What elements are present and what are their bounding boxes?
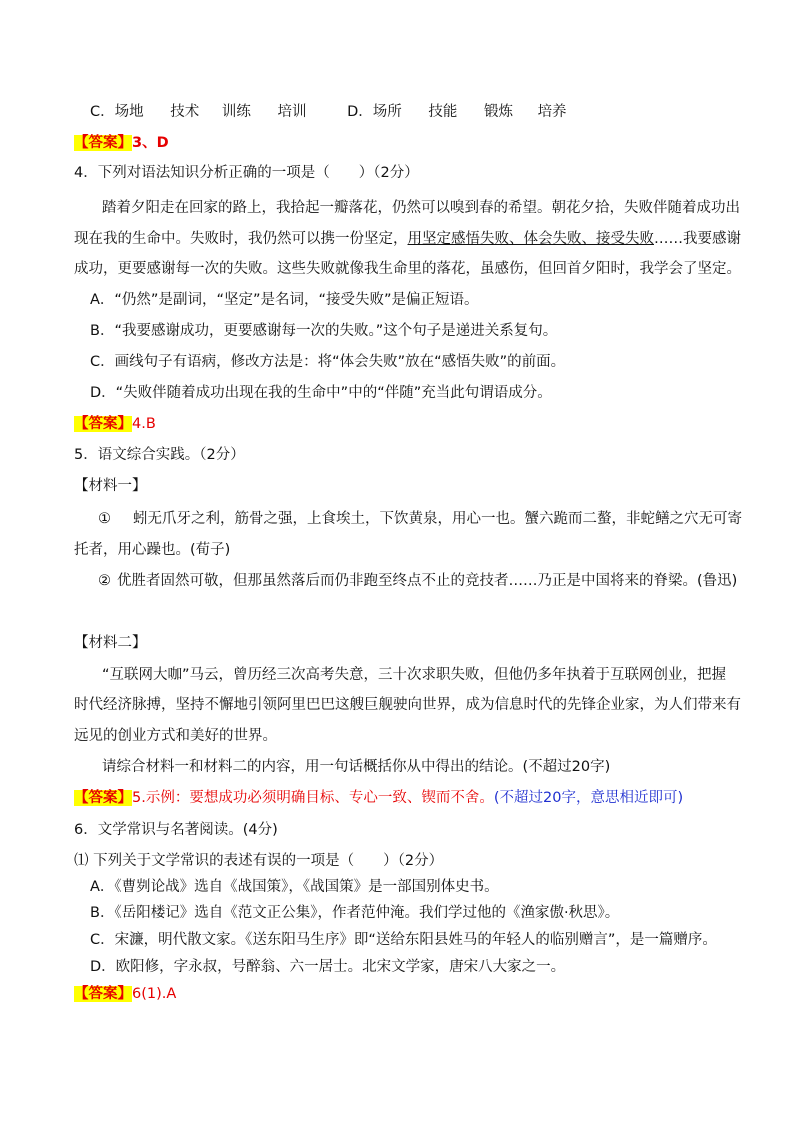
- q3-option-d-label: D．场所: [347, 104, 402, 120]
- q5-item-2-number: ②: [98, 573, 111, 589]
- q4-answer: [74, 414, 156, 434]
- q3-option-d-word-3: 锻炼: [483, 104, 513, 120]
- q6-option-a: A．《曹刿论战》选自《战国策》，《战国策》是一部国别体史书。: [90, 879, 499, 895]
- q5-item-1-number: ①: [98, 511, 111, 527]
- q3-option-c-word-2: 技术: [170, 104, 200, 120]
- q3-option-c-word-3: 训练: [221, 104, 251, 120]
- q3-option-d-word-2: 技能: [428, 104, 458, 120]
- q5-material-1-item-1-cont: 托者，用心躁也。(荀子): [74, 542, 231, 558]
- q6-answer-text: 6(1).A: [132, 986, 177, 1002]
- q6-option-d: D．欧阳修，字永叔，号醉翁、六一居士。北宋文学家，唐宋八大家之一。: [90, 959, 566, 975]
- q3-answer: [74, 133, 169, 153]
- q6-option-c: C．宋濂，明代散文家。《送东阳马生序》即“送给东阳县姓马的年轻人的临别赠言”，是一篇赠序。: [90, 932, 717, 948]
- q3-option-d-word-4: 培养: [537, 104, 567, 120]
- q4-answer-text: 4.B: [132, 416, 156, 432]
- q4-passage-line-2: [74, 229, 741, 249]
- q4-passage-line-2-end: ……我要感谢: [654, 231, 741, 247]
- q4-option-a: A．“仍然”是副词，“坚定”是名词，“接受失败”是偏正短语。: [90, 292, 479, 308]
- q5-answer-note: (不超过20字，意思相近即可): [493, 790, 684, 806]
- q4-option-d: D．“失败伴随着成功出现在我的生命中”中的“伴随”充当此句谓语成分。: [90, 385, 552, 401]
- q6-answer: [74, 984, 176, 1004]
- q4-option-c: C．画线句子有语病，修改方法是：将“体会失败”放在“感悟失败”的前面。: [90, 354, 566, 370]
- q5-item-1-text: 蚓无爪牙之利，筋骨之强，上食埃土，下饮黄泉，用心一也。蟹六跪而二螯，非蛇鳝之穴无可寄: [133, 511, 742, 527]
- answer-tag: 【答案】: [74, 416, 132, 432]
- q5-material-2-line-2: 时代经济脉搏，坚持不懈地引领阿里巴巴这艘巨舰驶向世界，成为信息时代的先锋企业家，为人们带来有: [74, 697, 741, 713]
- q5-material-2-line-1: “互联网大咖”马云，曾历经三次高考失意，三十次求职失败，但他仍多年执着于互联网创业，把握: [102, 667, 727, 683]
- answer-tag: 【答案】: [74, 986, 132, 1002]
- q3-option-c-label: C．场地: [90, 104, 144, 120]
- answer-tag: 【答案】: [74, 790, 132, 806]
- q5-material-1-item-2: [98, 571, 737, 591]
- q3-option-c-word-4: 培训: [277, 104, 307, 120]
- q4-option-b: B．“我要感谢成功，更要感谢每一次的失败。”这个句子是递进关系复句。: [90, 323, 558, 339]
- q6-sub-question-1: ⑴ 下列关于文学常识的表述有误的一项是（ ）（2分）: [74, 853, 444, 869]
- q5-answer-text: 5.示例：要想成功必须明确目标、专心一致、锲而不舍。: [132, 790, 494, 806]
- q5-item-2-text: 优胜者固然可敬，但那虽然落后而仍非跑至终点不止的竞技者……乃正是中国将来的脊梁。(鲁迅): [117, 573, 738, 589]
- q4-passage-line-3: 成功，更要感谢每一次的失败。这些失败就像我生命里的落花，虽感伤，但回首夕阳时，我学会了坚定。: [74, 261, 741, 277]
- q5-stem: 5．语文综合实践。（2分）: [74, 447, 245, 463]
- q6-option-b: B．《岳阳楼记》选自《范文正公集》，作者范仲淹。我们学过他的《渔家傲·秋思》。: [90, 905, 620, 921]
- q5-answer: [74, 788, 683, 808]
- q5-material-1-title: 【材料一】: [74, 478, 147, 494]
- answer-tag: 【答案】: [74, 135, 132, 151]
- q5-material-1-item-1: [98, 509, 742, 529]
- q5-material-2-title: 【材料二】: [74, 635, 147, 651]
- q4-passage-line-1: 踏着夕阳走在回家的路上，我拾起一瓣落花，仍然可以嗅到春的希望。朝花夕拾，失败伴随着成功出: [102, 200, 740, 216]
- q4-stem: 4．下列对语法知识分析正确的一项是（ ）（2分）: [74, 165, 419, 181]
- q4-underlined-sentence: 用坚定感悟失败、体会失败、接受失败: [407, 231, 654, 247]
- q5-material-2-line-3: 远见的创业方式和美好的世界。: [74, 728, 277, 744]
- q5-prompt: 请综合材料一和材料二的内容，用一句话概括你从中得出的结论。(不超过20字): [102, 759, 611, 775]
- q6-stem: 6．文学常识与名著阅读。(4分): [74, 822, 278, 838]
- q3-option-row: [90, 102, 567, 122]
- q4-passage-line-2-start: 现在我的生命中。失败时，我仍然可以携一份坚定，: [74, 231, 408, 247]
- q3-answer-text: 3、D: [132, 135, 169, 151]
